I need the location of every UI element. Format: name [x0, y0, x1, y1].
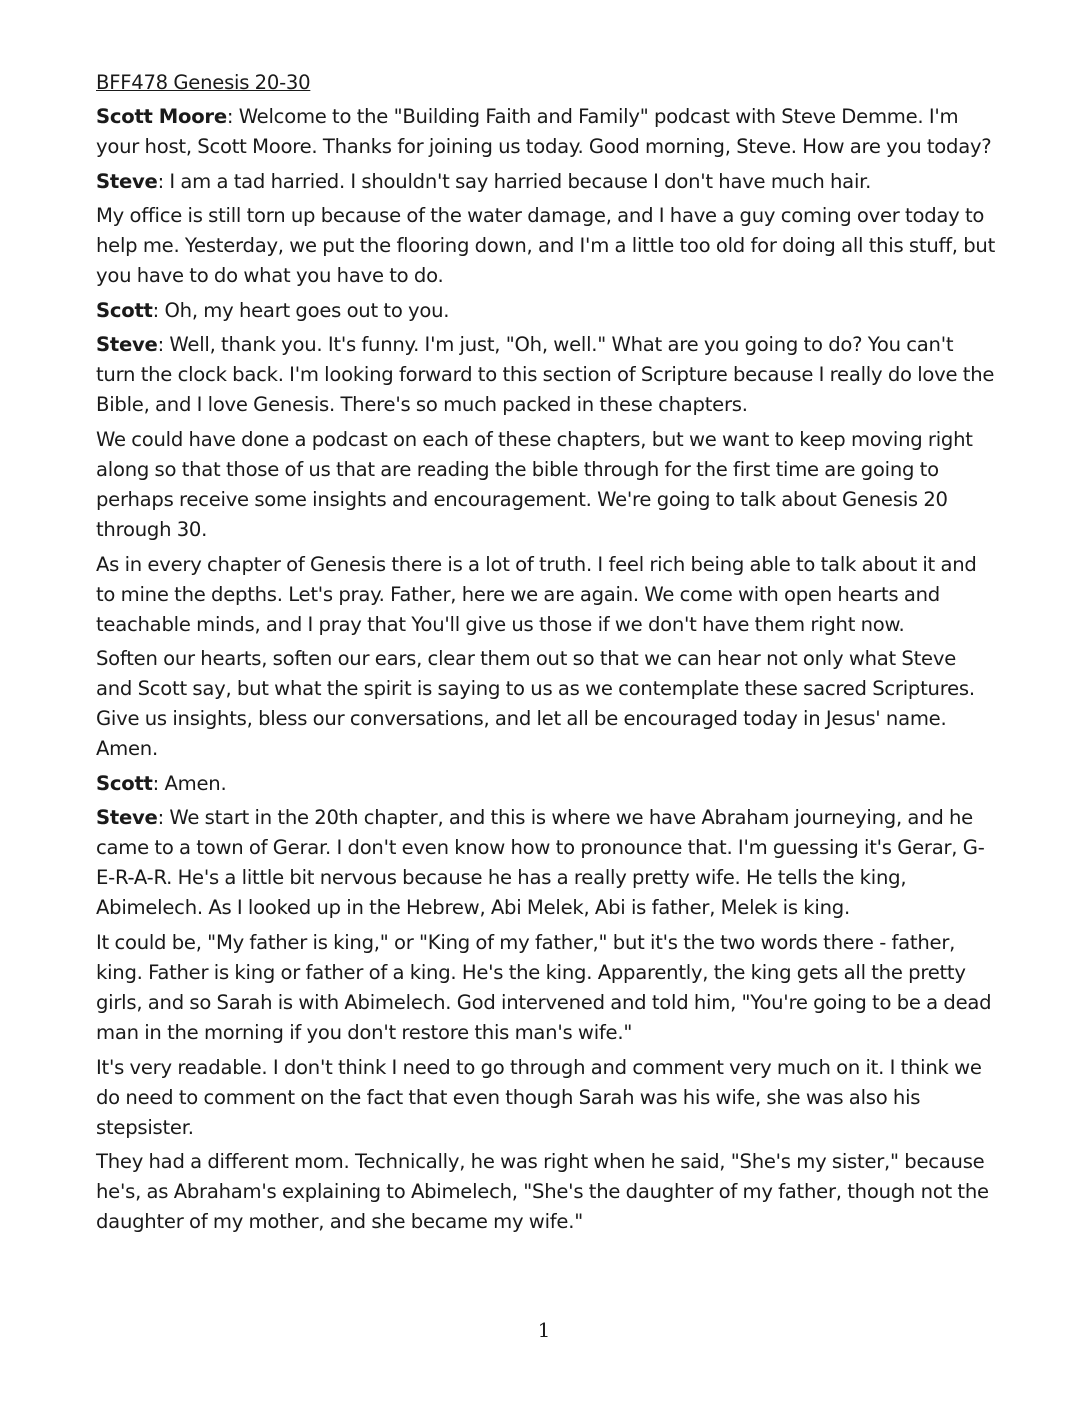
speaker-name: Steve	[96, 333, 158, 357]
transcript-paragraph	[96, 167, 996, 197]
paragraph-text: Soften our hearts, soften our ears, clear them out so that we can hear not only what Steve and Scott say, but what the spirit is saying to us as we contemplate these sacred Scriptures. Give us insights, bless our conversations, and let all be encouraged today in Jesus' name. Amen.	[96, 647, 975, 761]
paragraph-text: They had a different mom. Technically, he was right when he said, "She's my sister," because he's, as Abraham's explaining to Abimelech, "She's the daughter of my father, though not the daughter of my mother, and she became my wife."	[96, 1150, 989, 1234]
speaker-name: Scott Moore	[96, 105, 227, 128]
transcript-paragraph	[96, 769, 996, 799]
paragraph-text: My office is still torn up because of the water damage, and I have a guy coming over today to help me. Yesterday, we put the flooring down, and I'm a little too old for doing all this stuff, but you have to do what you have to do.	[96, 204, 996, 288]
transcript-paragraph	[96, 1053, 996, 1143]
transcript-paragraph	[96, 330, 996, 420]
transcript-paragraph	[96, 1147, 996, 1237]
paragraph-text: : Welcome to the "Building Faith and Family" podcast with Steve Demme. I'm your host, Scott Moore. Thanks for joining us today. Good morning, Steve. How are you today?	[96, 105, 992, 158]
speaker-name: Scott	[96, 298, 153, 322]
speaker-name: Steve	[96, 169, 158, 193]
paragraph-text: : We start in the 20th chapter, and this is where we have Abraham journeying, and he came to a town of Gerar. I don't even know how to pronounce that. I'm guessing it's Gerar, G-E-R-A-R. He's a little bit nervous because he has a really pretty wife. He tells the king, Abimelech. As I looked up in the Hebrew, Abi Melek, Abi is father, Melek is king.	[96, 806, 985, 920]
paragraph-text: : Amen.	[152, 771, 227, 795]
transcript-paragraph	[96, 803, 996, 923]
transcript-paragraph	[96, 928, 996, 1048]
transcript-paragraph	[96, 201, 996, 291]
paragraph-text: : Well, thank you. It's funny. I'm just, "Oh, well." What are you going to do? You can't turn the clock back. I'm looking forward to this section of Scripture because I really do love the Bible, and I love Genesis. There's so much packed in these chapters.	[96, 333, 995, 417]
transcript-paragraph	[96, 644, 996, 764]
paragraph-text: As in every chapter of Genesis there is a lot of truth. I feel rich being able to talk about it and to mine the depths. Let's pray. Father, here we are again. We come with open hearts and teachable minds, and I pray that You'll give us those if we don't have them right now.	[96, 552, 977, 636]
transcript-paragraph	[96, 102, 996, 162]
page-number: 1	[537, 1318, 551, 1342]
transcript-paragraph	[96, 425, 996, 545]
speaker-name: Scott	[96, 771, 153, 795]
paragraph-text: We could have done a podcast on each of these chapters, but we want to keep moving right along so that those of us that are reading the bible through for the first time are going to perhaps receive some insights and encouragement. We're going to talk about Genesis 20 through 30.	[96, 427, 973, 541]
paragraph-text: : I am a tad harried. I shouldn't say harried because I don't have much hair.	[157, 169, 872, 193]
document-page	[96, 68, 996, 1242]
transcript-paragraph	[96, 550, 996, 640]
transcript-body	[96, 102, 996, 1237]
speaker-name: Steve	[96, 806, 158, 830]
paragraph-text: It could be, "My father is king," or "King of my father," but it's the two words there - father, king. Father is king or father of a king. He's the king. Apparently, the king gets all the pretty girls, and so Sarah is with Abimelech. God intervened and told him, "You're going to be a dead man in the morning if you don't restore this man's wife."	[96, 930, 992, 1044]
paragraph-text: It's very readable. I don't think I need to go through and comment very much on it. I think we do need to comment on the fact that even though Sarah was his wife, she was also his stepsister.	[96, 1055, 982, 1139]
document-title: BFF478 Genesis 20-30	[96, 71, 311, 94]
paragraph-text: : Oh, my heart goes out to you.	[152, 298, 450, 322]
transcript-paragraph	[96, 296, 996, 326]
